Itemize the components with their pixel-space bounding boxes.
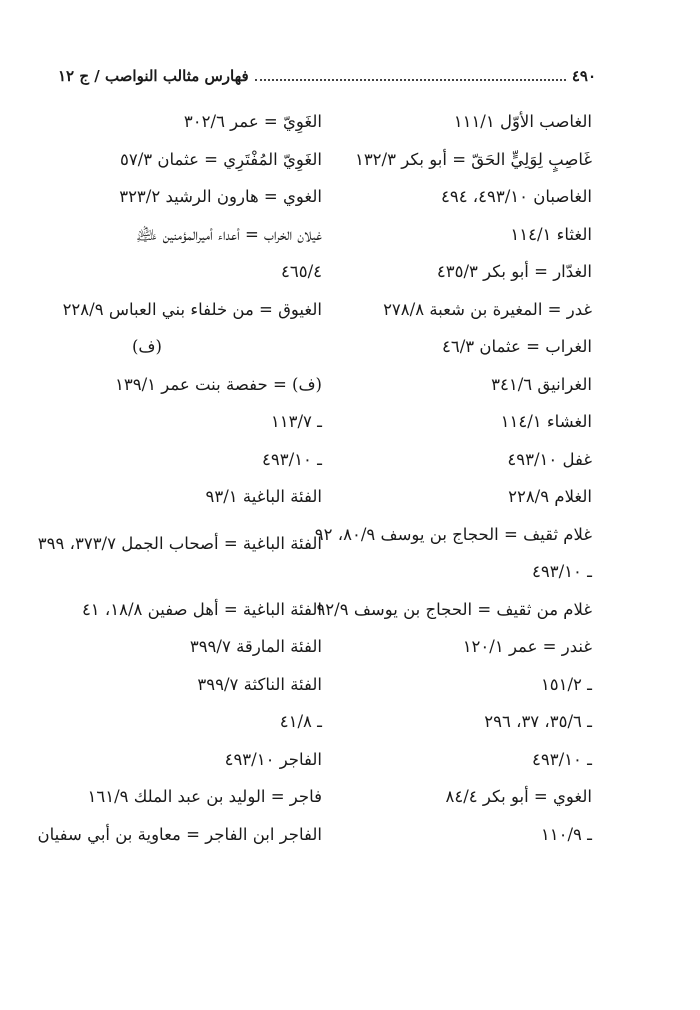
running-title: فهارس مثالب النواصب / ج ١٢ — [58, 67, 249, 85]
index-entry: الفاجر ٤٩٣/١٠ — [224, 749, 322, 769]
index-entry: ـ ١١٠/٩ — [540, 824, 592, 844]
index-entry: الفئة الباغية ٩٣/١ — [205, 487, 322, 506]
index-entry: غفل ٤٩٣/١٠ — [507, 449, 592, 469]
index-entry: الغشاء ١١٤/١ — [500, 412, 592, 431]
index-entry: ـ ٤٩٣/١٠ — [262, 449, 322, 469]
index-column-left — [22, 112, 322, 862]
index-entry: الغَوِيّ المُفْتَرِي = عثمان ٥٧/٣ — [120, 149, 322, 169]
index-entry: الغثاء ١١٤/١ — [510, 224, 592, 244]
index-entry: الفئة المارقة ٣٩٩/٧ — [189, 637, 322, 656]
index-entry: ٤٦٥/٤ — [280, 262, 322, 281]
page-header — [58, 62, 596, 90]
index-entry: الغراب = عثمان ٤٦/٣ — [441, 337, 592, 356]
index-entry: الفئة الباغية = أصحاب الجمل ٣٧٣/٧، ٣٩٩ — [37, 533, 322, 553]
index-entry: الغيوق = من خلفاء بني العباس ٢٢٨/٩ — [62, 299, 322, 319]
index-entry: الغدّار = أبو بكر ٤٣٥/٣ — [436, 262, 592, 281]
index-entry: الغاصب الأوّل ١١١/١ — [453, 112, 592, 131]
page-number: ٤٩٠ — [571, 67, 596, 85]
header-dotted-leader — [255, 79, 566, 81]
index-entry: الغلام ٢٢٨/٩ — [508, 487, 592, 506]
index-entry: فاجر = الوليد بن عبد الملك ١٦١/٩ — [87, 787, 322, 806]
index-entry: ـ ٤١/٨ — [279, 712, 322, 731]
index-entry: غدر = المغيرة بن شعبة ٢٧٨/٨ — [383, 299, 592, 319]
index-entry: الغوي = أبو بكر ٨٤/٤ — [445, 787, 592, 806]
index-entry: الغرانيق ٣٤١/٦ — [491, 374, 592, 394]
index-entry: ـ ٤٩٣/١٠ — [532, 749, 592, 769]
index-entry: الفئة الناكثة ٣٩٩/٧ — [197, 674, 322, 694]
index-entry: (ف) = حفصة بنت عمر ١٣٩/١ — [114, 374, 322, 394]
index-entry: ـ ٣٥/٦، ٣٧، ٢٩٦ — [484, 712, 592, 731]
index-entry: غندر = عمر ١٢٠/١ — [462, 637, 592, 656]
index-column-right — [300, 112, 592, 862]
index-entry: ـ ٤٩٣/١٠ — [532, 562, 592, 581]
index-entry: غلام ثقيف = الحجاج بن يوسف ٨٠/٩، ٩٢ — [314, 524, 592, 544]
index-entry: الفاجر ابن الفاجر = معاوية بن أبي سفيان — [37, 824, 322, 844]
index-entry: الغَوِيّ = عمر ٣٠٢/٦ — [183, 112, 322, 131]
section-letter-heading: (ف) — [132, 337, 162, 356]
index-entry: غَاصِبٍ لِوَلِيٍّ الحَقّ = أبو بكر ١٣٢/٣ — [354, 149, 592, 169]
index-entry: الفئة الباغية = أهل صفين ١٨/٨، ٤١ — [81, 599, 322, 619]
index-entry: ـ ١١٣/٧ — [270, 412, 322, 431]
index-entry: ـ ١٥١/٢ — [540, 674, 592, 694]
index-entry: غلام من ثقيف = الحجاج بن يوسف ٩٢/٩ — [316, 599, 592, 619]
index-entry: الغوي = هارون الرشيد ٣٢٣/٢ — [119, 187, 322, 206]
index-entry: غيلان الخراب = أعداء أميرالمؤمنين ﵇ — [136, 224, 322, 244]
index-entry: الغاصبان ٤٩٣/١٠، ٤٩٤ — [440, 187, 592, 206]
